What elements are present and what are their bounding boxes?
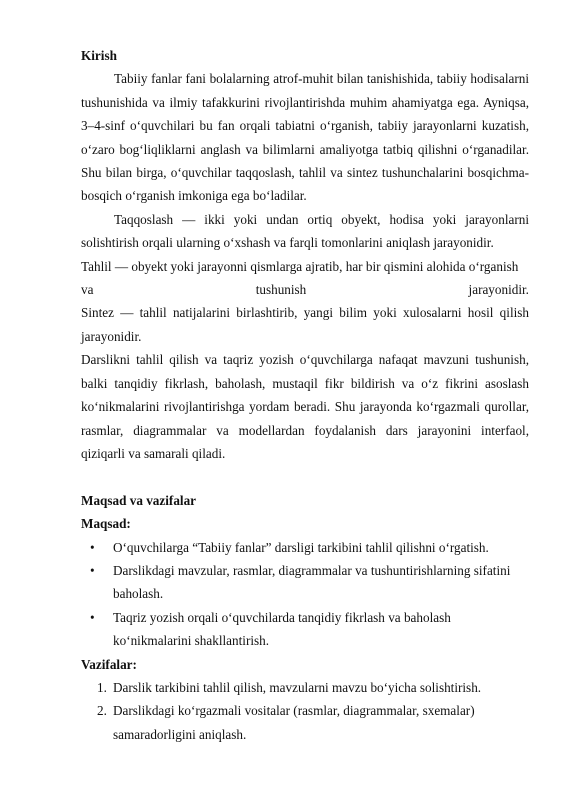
kirish-paragraph-2: Taqqoslash — ikki yoki undan ortiq obyekt, hodisa yoki jarayonlarni solishtirish orqali ularning o‘xshash va farqli tomonlarini aniqlash jarayonidir. bbox=[81, 211, 529, 251]
tahlil-word-jarayonidir: jarayonidir. bbox=[468, 282, 529, 298]
bullet-marker: • bbox=[90, 609, 95, 625]
goal-text: Taqriz yozish orqali o‘quvchilarda tanqidiy fikrlash va baholash ko‘nikmalarini shakllantirish. bbox=[113, 609, 451, 649]
goal-text: O‘quvchilarga “Tabiiy fanlar” darsligi tarkibini tahlil qilishni o‘rgatish. bbox=[113, 539, 489, 555]
goals-list bbox=[81, 536, 529, 653]
document-page bbox=[81, 44, 529, 746]
task-number: 2. bbox=[97, 703, 107, 719]
list-item bbox=[81, 699, 529, 746]
sintez-paragraph: Sintez — tahlil natijalarini birlashtirib, yangi bilim yoki xulosalarni hosil qilish jarayonidir. bbox=[81, 305, 529, 344]
list-item bbox=[81, 676, 529, 699]
tasks-list bbox=[81, 676, 529, 746]
tahlil-line-end bbox=[81, 278, 529, 301]
kirish-paragraph-1: Tabiiy fanlar fani bolalarning atrof-muhit bilan tanishishida, tabiiy hodisalarni tushunishida va ilmiy tafakkurini rivojlantirishda muhim ahamiyatga ega. Ayniqsa, 3–4-sinf o‘quvchilari bu fan orqali tabiatni o‘rganish, tabiiy jarayonlarni kuzatish, o‘zaro bog‘liqliklarni anglash va bilimlarni amaliyotga tatbiq qilishni o‘rganadilar. Shu bilan birga, o‘quvchilar taqqoslash, tahlil va sintez tushunchalarini bosqichma-bosqich o‘rganish imkoniga ega bo‘ladilar. bbox=[81, 71, 529, 204]
list-item bbox=[81, 536, 529, 559]
vazifalar-label: Vazifalar: bbox=[81, 656, 137, 672]
task-number: 1. bbox=[97, 679, 107, 695]
task-text: Darslikdagi ko‘rgazmali vositalar (rasmlar, diagrammalar, sxemalar) samaradorligini aniqlash. bbox=[113, 703, 475, 742]
kirish-heading: Kirish bbox=[81, 48, 117, 63]
section-spacer bbox=[81, 465, 529, 488]
tahlil-word-tushunish: tushunish bbox=[255, 282, 307, 298]
bullet-marker: • bbox=[90, 562, 95, 578]
list-item bbox=[81, 606, 529, 653]
tahlil-line: Tahlil — obyekt yoki jarayonni qismlarga ajratib, har bir qismini alohida o‘rganish bbox=[81, 258, 519, 274]
bullet-marker: • bbox=[90, 539, 95, 555]
maqsad-label: Maqsad: bbox=[81, 516, 131, 532]
maqsad-section-heading: Maqsad va vazifalar bbox=[81, 492, 197, 508]
list-item bbox=[81, 559, 529, 606]
task-text: Darslik tarkibini tahlil qilish, mavzularni mavzu bo‘yicha solishtirish. bbox=[113, 679, 482, 695]
tahlil-word-va: va bbox=[81, 282, 94, 298]
kirish-paragraph-5: Darslikni tahlil qilish va taqriz yozish o‘quvchilarga nafaqat mavzuni tushunish, balki tanqidiy fikrlash, baholash, mustaqil fikr bildirish va o‘z fikrini asoslash ko‘nikmalarini rivojlantirishga yordam beradi. Shu jarayonda ko‘rgazmali qurollar, rasmlar, diagrammalar va modellardan foydalanish dars jarayonini interfaol, qiziqarli va samarali qiladi. bbox=[81, 352, 529, 461]
goal-text: Darslikdagi mavzular, rasmlar, diagrammalar va tushuntirishlarning sifatini baholash. bbox=[113, 562, 511, 602]
